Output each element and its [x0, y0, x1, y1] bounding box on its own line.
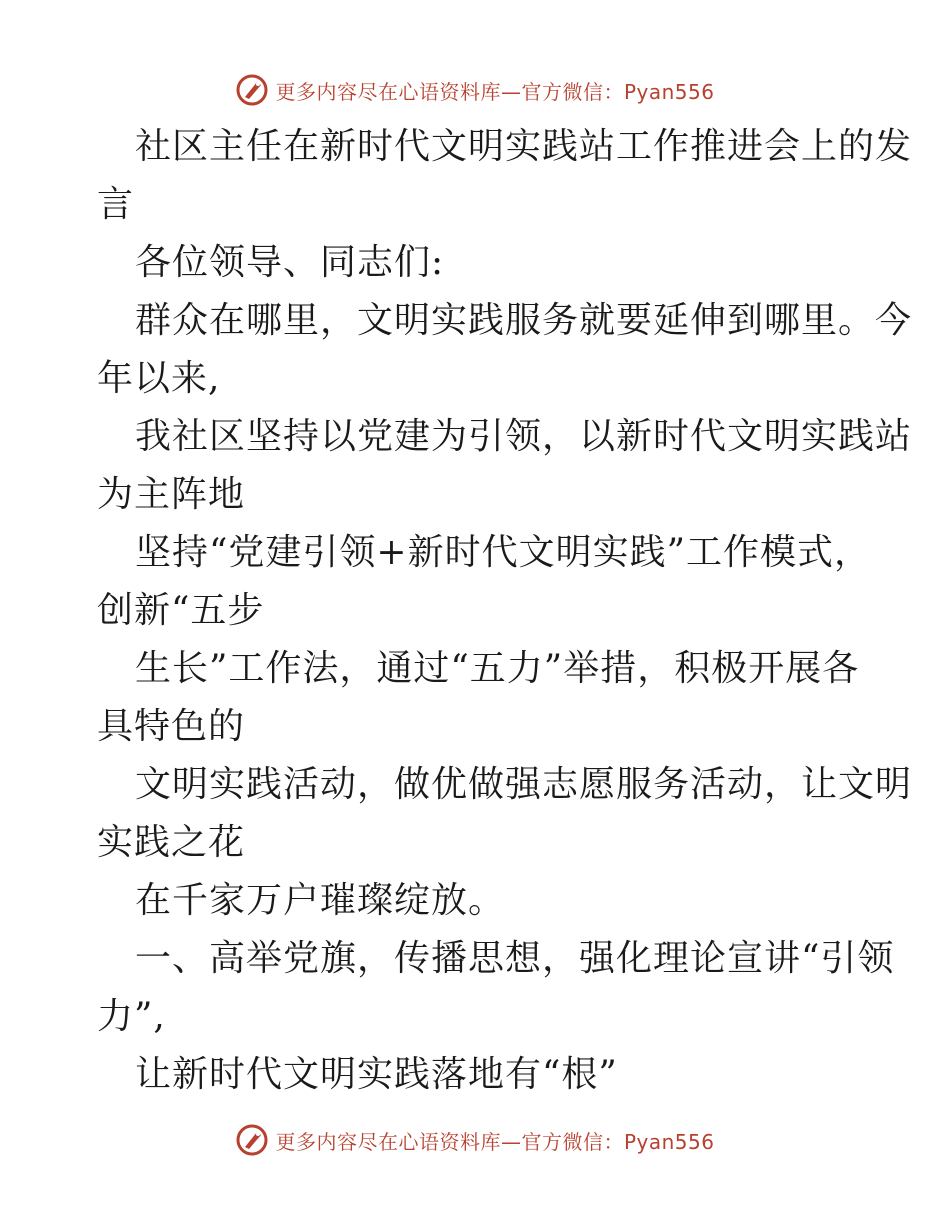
footer-watermark [0, 1120, 950, 1160]
doc-line: 具特色的 [97, 706, 246, 747]
document-body [97, 118, 913, 1104]
doc-line: 年以来, [97, 358, 221, 399]
watermark-text: 更多内容尽在心语资料库—官方微信：Pyan556 [275, 1129, 715, 1154]
doc-line: 在千家万户璀璨绽放。 [135, 880, 506, 921]
pen-nib-icon [235, 73, 269, 107]
doc-line: 力”, [97, 996, 166, 1037]
doc-line: 创新“五步 [97, 590, 265, 631]
doc-line: 为主阵地 [97, 474, 246, 515]
doc-line: 实践之花 [97, 822, 246, 863]
doc-line: 社区主任在新时代文明实践站工作推进会上的发 [135, 126, 913, 167]
pen-nib-icon [235, 1123, 269, 1157]
doc-line: 文明实践活动，做优做强志愿服务活动，让文明 [135, 764, 913, 805]
doc-line: 群众在哪里，文明实践服务就要延伸到哪里。今 [135, 300, 913, 341]
doc-line: 我社区坚持以党建为引领，以新时代文明实践站 [135, 416, 913, 457]
header-watermark [0, 70, 950, 110]
doc-line: 言 [97, 184, 135, 225]
doc-line: 坚持“党建引领+新时代文明实践”工作模式， [135, 532, 871, 573]
watermark-text: 更多内容尽在心语资料库—官方微信：Pyan556 [275, 79, 715, 104]
doc-line: 生长”工作法，通过“五力”举措，积极开展各 [135, 648, 860, 689]
doc-line: 一、高举党旗，传播思想，强化理论宣讲“引领 [135, 938, 895, 979]
doc-line: 让新时代文明实践落地有“根” [135, 1054, 618, 1095]
doc-line: 各位领导、同志们: [135, 242, 445, 283]
